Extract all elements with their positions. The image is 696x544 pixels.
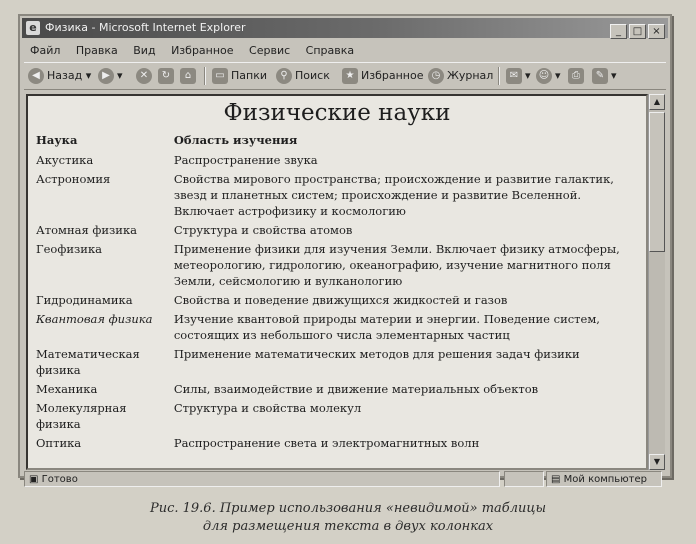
- scroll-down-icon[interactable]: ▼: [649, 454, 665, 470]
- home-icon: ⌂: [180, 68, 196, 84]
- edit-button[interactable]: ✎ ▾: [592, 66, 617, 86]
- maximize-button[interactable]: □: [629, 24, 646, 39]
- table-row: [36, 400, 646, 435]
- history-icon: ◷: [428, 68, 444, 84]
- back-label: Назад: [47, 69, 83, 82]
- browser-window: [18, 14, 672, 485]
- scroll-up-icon[interactable]: ▲: [649, 94, 665, 110]
- science-description: Свойства мирового пространства; происхождение и развитие галактик, звезд и планетных систем; происхождение и развитие Вселенной. Включает астрофизику и космологию: [173, 172, 614, 218]
- science-name: Математическая физика: [36, 347, 140, 377]
- science-name: Астрономия: [36, 172, 111, 186]
- users-button[interactable]: ☺ ▾: [536, 66, 561, 86]
- stop-icon: ✕: [136, 68, 152, 84]
- science-description: Силы, взаимодействие и движение материальных объектов: [173, 382, 539, 396]
- users-icon: ☺: [536, 68, 552, 84]
- science-name: Квантовая физика: [36, 312, 153, 326]
- minimize-button[interactable]: _: [610, 24, 627, 39]
- toolbar-separator: [204, 67, 206, 85]
- menu-bar: [24, 42, 666, 60]
- column-header-field: Область изучения: [173, 133, 298, 147]
- science-name: Акустика: [36, 153, 94, 167]
- page-icon: ▣: [29, 474, 42, 485]
- science-name: Оптика: [36, 436, 82, 450]
- menu-favorites[interactable]: Избранное: [171, 44, 234, 57]
- table-row: [36, 171, 646, 222]
- print-button[interactable]: [568, 66, 587, 86]
- table-row: [36, 346, 646, 381]
- refresh-icon: ↻: [158, 68, 174, 84]
- title-bar: [22, 18, 668, 38]
- search-icon: ⚲: [276, 68, 292, 84]
- science-description: Свойства и поведение движущихся жидкостей и газов: [173, 293, 508, 307]
- back-button[interactable]: ◀ Назад ▾: [28, 66, 91, 86]
- page-heading: Физические науки: [223, 100, 451, 126]
- toolbar-separator: [498, 67, 500, 85]
- table-row: [36, 241, 646, 292]
- caption-line-2: для размещения текста в двух колонках: [202, 519, 494, 534]
- table-row: [36, 222, 646, 241]
- folders-button[interactable]: [212, 66, 267, 86]
- window-controls: [608, 21, 665, 41]
- science-name: Механика: [36, 382, 98, 396]
- caption-line-1: Рис. 19.6. Пример использования «невидимой» таблицы: [149, 501, 547, 516]
- table-row: [36, 292, 646, 311]
- table-row: [36, 435, 646, 454]
- page-content: [26, 94, 648, 470]
- folders-icon: ▭: [212, 68, 228, 84]
- science-description: Применение математических методов для решения задач физики: [173, 347, 580, 361]
- search-button[interactable]: [276, 66, 330, 86]
- science-description: Применение физики для изучения Земли. Включает физику атмосферы, метеорологию, гидрологию, океанографию, изучение магнитного поля Земли, сейсмологию и вулканологию: [173, 242, 620, 288]
- folders-label: Папки: [231, 69, 267, 82]
- science-name: Молекулярная физика: [36, 401, 127, 431]
- zone-text: Мой компьютер: [563, 474, 647, 485]
- history-label: Журнал: [447, 69, 494, 82]
- menu-help[interactable]: Справка: [305, 44, 355, 57]
- status-cell-empty: [504, 471, 544, 487]
- scroll-thumb[interactable]: [649, 112, 665, 252]
- history-button[interactable]: [428, 66, 493, 86]
- edit-icon: ✎: [592, 68, 608, 84]
- back-arrow-icon: ◀: [28, 68, 44, 84]
- status-text: Готово: [41, 474, 78, 485]
- figure-caption: [0, 500, 696, 536]
- toolbar: [24, 62, 666, 90]
- column-header-science: Наука: [36, 133, 78, 147]
- computer-icon: ▤: [551, 474, 564, 485]
- science-description: Структура и свойства молекул: [173, 401, 362, 415]
- table-header-row: [36, 132, 646, 152]
- science-description: Изучение квантовой природы материи и энергии. Поведение систем, состоящих из небольшого числа элементарных частиц: [173, 312, 600, 342]
- printer-icon: ⎙: [568, 68, 584, 84]
- favorites-label: Избранное: [361, 69, 424, 82]
- favorites-icon: ★: [342, 68, 358, 84]
- vertical-scrollbar[interactable]: [648, 94, 665, 470]
- forward-arrow-icon: ▶: [98, 68, 114, 84]
- ie-logo-icon: e: [26, 21, 40, 35]
- mail-icon: ✉: [506, 68, 522, 84]
- science-description: Распространение звука: [173, 153, 318, 167]
- window-title: Физика - Microsoft Internet Explorer: [45, 21, 246, 34]
- home-button[interactable]: [180, 66, 199, 86]
- status-zone: [546, 471, 662, 487]
- table-row: [36, 152, 646, 171]
- science-description: Структура и свойства атомов: [173, 223, 353, 237]
- menu-view[interactable]: Вид: [133, 44, 156, 57]
- menu-file[interactable]: Файл: [30, 44, 61, 57]
- forward-button[interactable]: ▶ ▾: [98, 66, 123, 86]
- menu-tools[interactable]: Сервис: [249, 44, 291, 57]
- status-ready: [24, 471, 500, 487]
- science-description: Распространение света и электромагнитных волн: [173, 436, 480, 450]
- science-name: Гидродинамика: [36, 293, 133, 307]
- science-table: [36, 132, 646, 454]
- table-row: [36, 311, 646, 346]
- table-row: [36, 381, 646, 400]
- stop-button[interactable]: [136, 66, 155, 86]
- menu-edit[interactable]: Правка: [75, 44, 118, 57]
- science-name: Геофизика: [36, 242, 102, 256]
- close-button[interactable]: ×: [648, 24, 665, 39]
- refresh-button[interactable]: [158, 66, 177, 86]
- science-name: Атомная физика: [36, 223, 138, 237]
- favorites-button[interactable]: [342, 66, 423, 86]
- search-label: Поиск: [295, 69, 330, 82]
- mail-button[interactable]: ✉ ▾: [506, 66, 531, 86]
